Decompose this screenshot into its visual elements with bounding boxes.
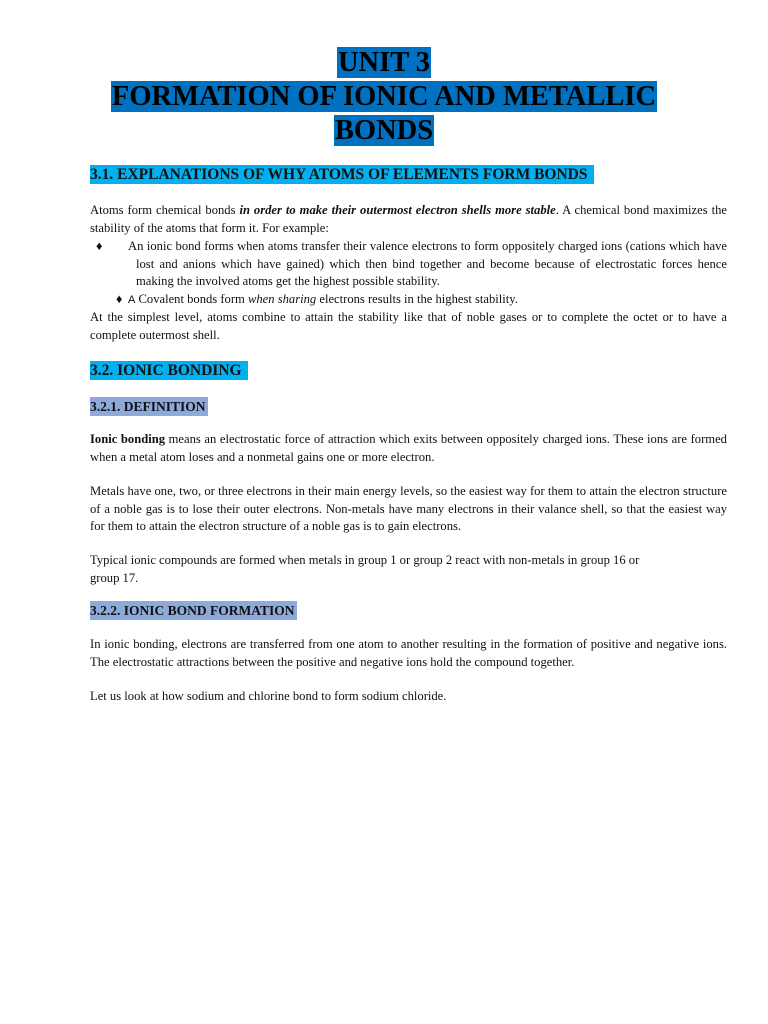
section-3-1-intro bbox=[90, 202, 727, 237]
section-3-2-heading-text: 3.2. IONIC BONDING bbox=[90, 361, 248, 380]
subsection-3-2-2-heading bbox=[90, 602, 297, 620]
title-line-3: BONDS bbox=[334, 115, 434, 146]
definition-paragraph bbox=[90, 431, 727, 466]
bullet-covalent-emphasis: when sharing bbox=[247, 292, 317, 306]
intro-emphasis: in order to make their outermost electron shells more stable bbox=[239, 203, 556, 217]
typical-compounds-line-2: group 17. bbox=[90, 570, 139, 585]
metals-paragraph: Metals have one, two, or three electrons in their main energy levels, so the easiest way for them to attain the electron structure of a noble gas is to lose their outer electrons. Non-metals have many electrons in their valance shell, so that the easiest way for them to attain the electron structure of a noble gas is to gain electrons. bbox=[90, 484, 727, 533]
section-3-2-heading bbox=[90, 361, 248, 381]
intro-text-start: Atoms form chemical bonds bbox=[90, 203, 240, 217]
title-line-1: UNIT 3 bbox=[337, 47, 431, 78]
section-3-1-closing: At the simplest level, atoms combine to attain the stability like that of noble gases or to complete the octet or to have a complete outermost shell. bbox=[90, 310, 727, 342]
unit-title bbox=[0, 46, 768, 148]
typical-compounds-paragraph bbox=[90, 552, 727, 587]
title-line-2: FORMATION OF IONIC AND METALLIC bbox=[111, 81, 657, 112]
subsection-3-2-1-heading-text: 3.2.1. DEFINITION bbox=[90, 399, 206, 414]
intro-text-end: . A chemical bond maximizes the stability of the atoms that form it. For example: bbox=[90, 203, 727, 235]
bullet-covalent-start: Covalent bonds form bbox=[135, 292, 248, 306]
definition-term: Ionic bonding bbox=[90, 432, 166, 446]
bullet-covalent-bond bbox=[116, 291, 727, 310]
bullet-ionic-bond-text: An ionic bond forms when atoms transfer their valence electrons to form oppositely charged ions (cations which have lost and anions which have gained) which then bind together and become because of electrostatic forces hence making the involved atoms get the highest possible stability. bbox=[128, 239, 727, 288]
subsection-3-2-2-heading-text: 3.2.2. IONIC BOND FORMATION bbox=[90, 603, 295, 618]
sodium-chloride-intro: Let us look at how sodium and chlorine bond to form sodium chloride. bbox=[90, 689, 447, 703]
diamond-bullet-icon: ♦ bbox=[116, 292, 123, 306]
diamond-bullet-icon: ♦ bbox=[96, 239, 103, 253]
section-3-1-heading-text: 3.1. EXPLANATIONS OF WHY ATOMS OF ELEMENTS FORM BONDS bbox=[90, 165, 594, 184]
bullet-covalent-letter: A bbox=[128, 294, 136, 306]
definition-text: means an electrostatic force of attraction which exits between oppositely charged ions. These ions are formed when a metal atom loses and a nonmetal gains one or more electron. bbox=[90, 432, 727, 464]
bullet-covalent-end: electrons results in the highest stability. bbox=[316, 292, 518, 306]
subsection-3-2-1-heading bbox=[90, 398, 208, 416]
section-3-1-heading bbox=[90, 165, 594, 185]
formation-paragraph: In ionic bonding, electrons are transferred from one atom to another resulting in the formation of positive and negative ions. The electrostatic attractions between the positive and negative ions hold the compound together. bbox=[90, 637, 727, 669]
typical-compounds-line-1: Typical ionic compounds are formed when metals in group 1 or group 2 react with non-metals in group 16 or bbox=[90, 553, 640, 567]
bullet-ionic-bond bbox=[96, 238, 727, 291]
